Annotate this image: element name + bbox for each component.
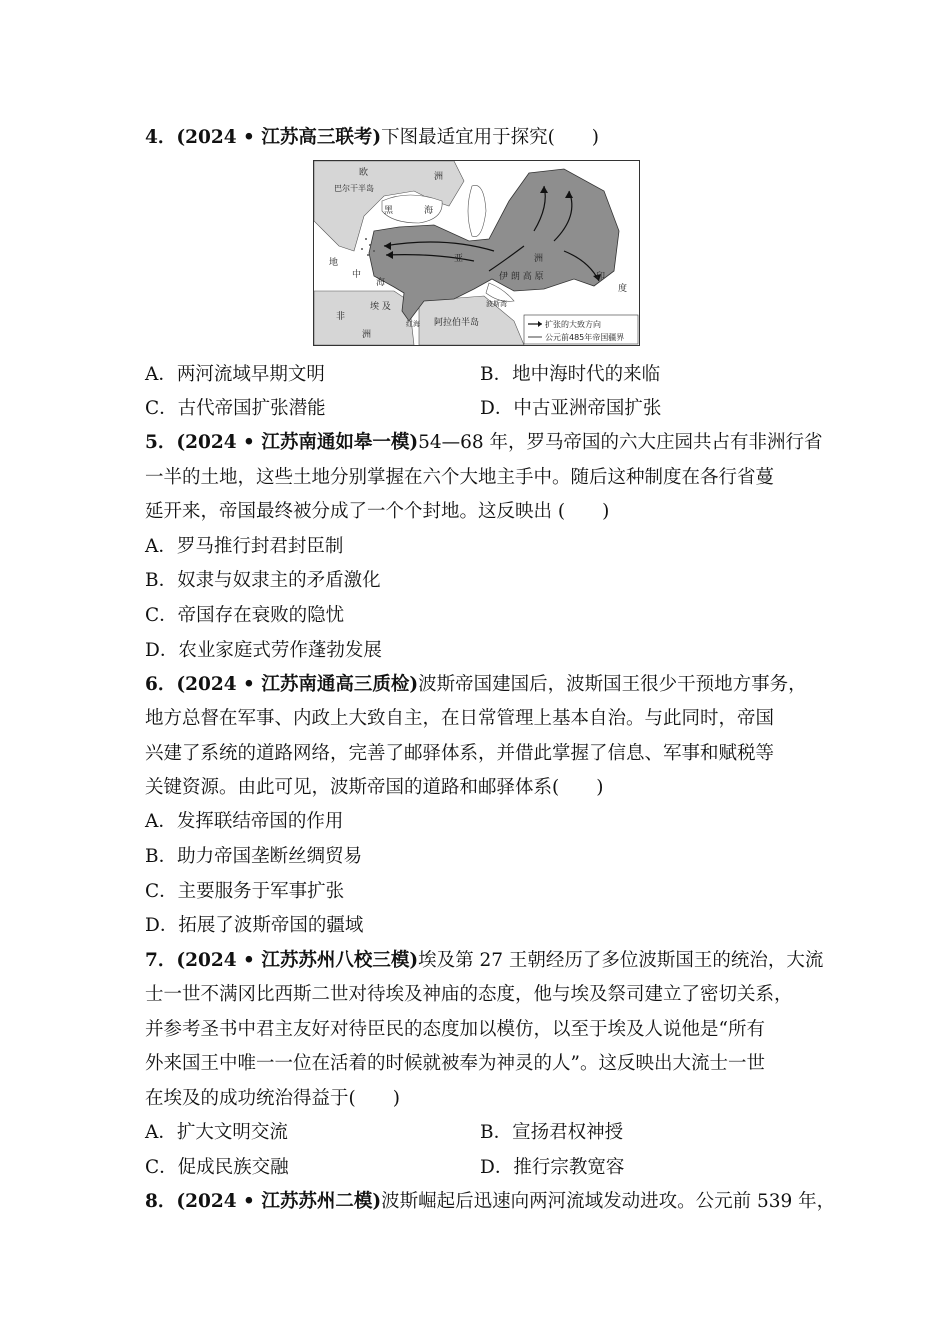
label-arabia: 阿拉伯半岛 bbox=[434, 318, 480, 328]
question-7-line-5: 在埃及的成功统治得益于( ) bbox=[145, 1088, 400, 1109]
label-africa-1: 非 bbox=[336, 312, 346, 322]
label-egypt: 埃 及 bbox=[370, 302, 391, 312]
question-number: 6． bbox=[145, 674, 177, 695]
q6-option-b[interactable]: B．助力帝国垄断丝绸贸易 bbox=[145, 846, 363, 867]
q6-option-c[interactable]: C．主要服务于军事扩张 bbox=[145, 881, 345, 902]
label-gulf: 波斯湾 bbox=[486, 300, 507, 308]
question-7-line-2: 士一世不满冈比西斯二世对待埃及神庙的态度，他与埃及祭司建立了密切关系， bbox=[145, 984, 793, 1005]
question-number: 8． bbox=[145, 1191, 177, 1212]
q4-option-d[interactable]: D．中古亚洲帝国扩张 bbox=[480, 398, 662, 419]
legend-border-label: 公元前485年帝国疆界 bbox=[545, 333, 625, 342]
label-blacksea-1: 黑 bbox=[384, 206, 394, 216]
label-europe-1: 欧 bbox=[359, 168, 369, 178]
question-number: 5． bbox=[145, 432, 177, 453]
question-source: (2024 • 江苏高三联考) bbox=[176, 127, 382, 148]
label-iran: 伊 朗 高 原 bbox=[499, 272, 544, 282]
question-5-line-3: 延开来，帝国最终被分成了一个个封地。这反映出 ( ) bbox=[145, 501, 610, 522]
question-text: 下图最适宜用于探究( ) bbox=[381, 127, 600, 148]
question-source: (2024 • 江苏南通如皋一模) bbox=[176, 432, 419, 453]
legend-arrow-label: 扩张的大致方向 bbox=[545, 320, 601, 329]
question-text: 埃及第 27 王朝经历了多位波斯国王的统治，大流 bbox=[418, 950, 824, 971]
q5-option-a[interactable]: A．罗马推行封君封臣制 bbox=[145, 536, 344, 557]
question-5-stem bbox=[145, 432, 825, 454]
question-8-stem bbox=[145, 1191, 836, 1213]
label-med-1: 地 bbox=[329, 258, 339, 268]
question-6-stem bbox=[145, 674, 825, 696]
question-text: 54—68 年，罗马帝国的六大庄园共占有非洲行省 bbox=[418, 432, 823, 453]
label-balkan: 巴尔干半岛 bbox=[334, 184, 374, 193]
map-legend bbox=[524, 315, 638, 344]
question-text: 波斯帝国建国后，波斯国王很少干预地方事务， bbox=[418, 674, 807, 695]
question-source: (2024 • 江苏南通高三质检) bbox=[176, 674, 419, 695]
q7-option-a[interactable]: A．扩大文明交流 bbox=[145, 1122, 288, 1143]
label-africa-2: 洲 bbox=[362, 330, 372, 340]
map-figure bbox=[314, 161, 639, 345]
q4-option-c[interactable]: C．古代帝国扩张潜能 bbox=[145, 398, 326, 419]
label-blacksea-2: 海 bbox=[424, 206, 434, 216]
label-asia-1: 亚 bbox=[454, 254, 464, 264]
question-text: 波斯崛起后迅速向两河流域发动进攻。公元前 539 年， bbox=[381, 1191, 836, 1212]
question-7-stem bbox=[145, 950, 825, 972]
question-7-line-3: 并参考圣书中君主友好对待臣民的态度加以模仿，以至于埃及人说他是“所有 bbox=[145, 1019, 765, 1040]
q5-option-b[interactable]: B．奴隶与奴隶主的矛盾激化 bbox=[145, 570, 381, 591]
label-india-2: 度 bbox=[618, 284, 628, 294]
question-6-line-2: 地方总督在军事、内政上大致自主，在日常管理上基本自治。与此同时，帝国 bbox=[145, 708, 775, 729]
label-india-1: 印 bbox=[596, 272, 606, 282]
q6-option-a[interactable]: A．发挥联结帝国的作用 bbox=[145, 811, 344, 832]
question-number: 7． bbox=[145, 950, 177, 971]
label-europe-2: 洲 bbox=[434, 172, 444, 182]
q6-option-d[interactable]: D．拓展了波斯帝国的疆域 bbox=[145, 915, 364, 936]
q5-option-c[interactable]: C．帝国存在衰败的隐忧 bbox=[145, 605, 345, 626]
question-7-line-4: 外来国王中唯一一位在活着的时候就被奉为神灵的人”。这反映出大流士一世 bbox=[145, 1053, 765, 1074]
label-asia-2: 洲 bbox=[534, 254, 544, 264]
q7-option-c[interactable]: C．促成民族交融 bbox=[145, 1157, 289, 1178]
question-number: 4． bbox=[145, 127, 177, 148]
q7-option-d[interactable]: D．推行宗教宽容 bbox=[480, 1157, 625, 1178]
question-5-line-2: 一半的土地，这些土地分别掌握在六个大地主手中。随后这种制度在各行省蔓 bbox=[145, 467, 775, 488]
label-med-2: 中 bbox=[352, 270, 362, 280]
q5-option-d[interactable]: D．农业家庭式劳作蓬勃发展 bbox=[145, 640, 382, 661]
question-source: (2024 • 江苏苏州二模) bbox=[176, 1191, 382, 1212]
question-6-line-4: 关键资源。由此可见，波斯帝国的道路和邮驿体系( ) bbox=[145, 777, 604, 798]
label-redsea: 红海 bbox=[406, 320, 420, 328]
label-med-3: 海 bbox=[376, 278, 386, 288]
q4-option-b[interactable]: B．地中海时代的来临 bbox=[480, 364, 661, 385]
q4-option-a[interactable]: A．两河流域早期文明 bbox=[145, 364, 325, 385]
question-6-line-3: 兴建了系统的道路网络，完善了邮驿体系，并借此掌握了信息、军事和赋税等 bbox=[145, 743, 775, 764]
q7-option-b[interactable]: B．宣扬君权神授 bbox=[480, 1122, 624, 1143]
persian-empire-map bbox=[313, 160, 640, 346]
question-source: (2024 • 江苏苏州八校三模) bbox=[176, 950, 419, 971]
question-4-stem bbox=[145, 127, 825, 149]
